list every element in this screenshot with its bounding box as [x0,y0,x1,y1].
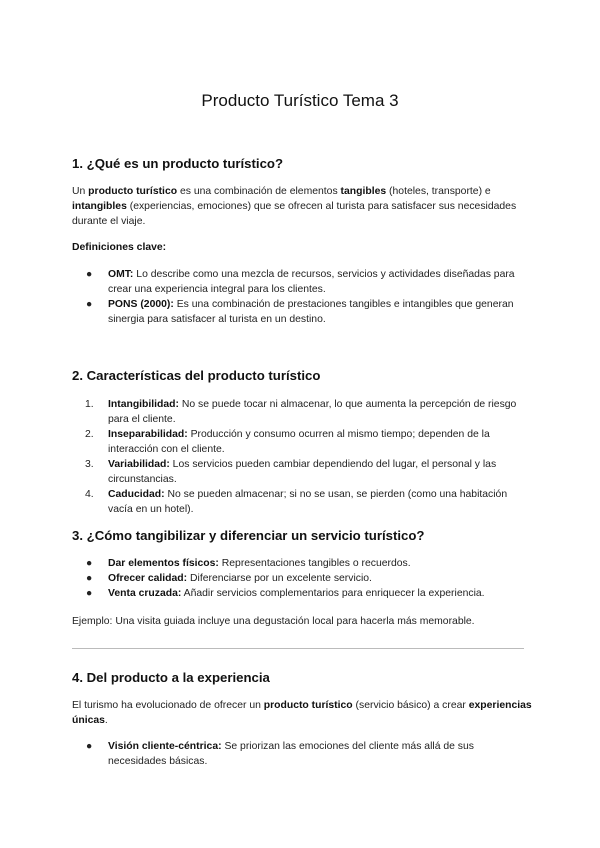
section-4-heading: 4. Del producto a la experiencia [72,670,270,685]
section-1-intro: Un producto turístico es una combinación de elementos tangibles (hoteles, transporte) e intangibles (experiencias, emociones) que se ofrecen al turista para satisfacer sus necesidades durante el viaje. [72,186,517,227]
list-item: ● OMT: Lo describe como una mezcla de recursos, servicios y actividades diseñadas para crear una experiencia integral para los clientes. [86,269,515,295]
section-2-heading: 2. Características del producto turístico [72,368,321,383]
example-text: Ejemplo: Una visita guiada incluye una degustación local para hacerla más memorable. [72,616,475,627]
list-item: 1. Intangibilidad: No se puede tocar ni almacenar, lo que aumenta la percepción de riesgo para el cliente. [85,399,517,425]
list-item: 2. Inseparabilidad: Producción y consumo ocurren al mismo tiempo; dependen de la interacción con el cliente. [85,429,490,455]
characteristics-list [72,397,532,517]
list-item: 4. Caducidad: No se pueden almacenar; si no se usan, se pierden (como una habitación vacía en un hotel). [85,489,508,515]
list-item: ● Dar elementos físicos: Representaciones tangibles o recuerdos. [86,558,411,569]
tangibilize-list [72,556,532,601]
list-item: ● Ofrecer calidad: Diferenciarse por un excelente servicio. [86,573,372,584]
section-divider [72,648,524,649]
section-4-intro: El turismo ha evolucionado de ofrecer un producto turístico (servicio básico) a crear experiencias únicas. [72,700,532,726]
section-3-heading: 3. ¿Cómo tangibilizar y diferenciar un servicio turístico? [72,528,425,543]
list-item: ● PONS (2000): Es una combinación de prestaciones tangibles e intangibles que generan sinergia para satisfacer al turista en un destino. [86,299,514,325]
section-1-heading: 1. ¿Qué es un producto turístico? [72,156,284,171]
list-item: ● Visión cliente-céntrica: Se priorizan las emociones del cliente más allá de sus necesidades básicas. [86,741,474,767]
document-title: Producto Turístico Tema 3 [201,91,399,110]
definitions-list [72,267,532,327]
experience-list [72,739,532,769]
definitions-label: Definiciones clave: [72,242,167,253]
list-item: ● Venta cruzada: Añadir servicios complementarios para enriquecer la experiencia. [86,588,485,599]
list-item: 3. Variabilidad: Los servicios pueden cambiar dependiendo del lugar, el personal y las circunstancias. [85,459,497,485]
